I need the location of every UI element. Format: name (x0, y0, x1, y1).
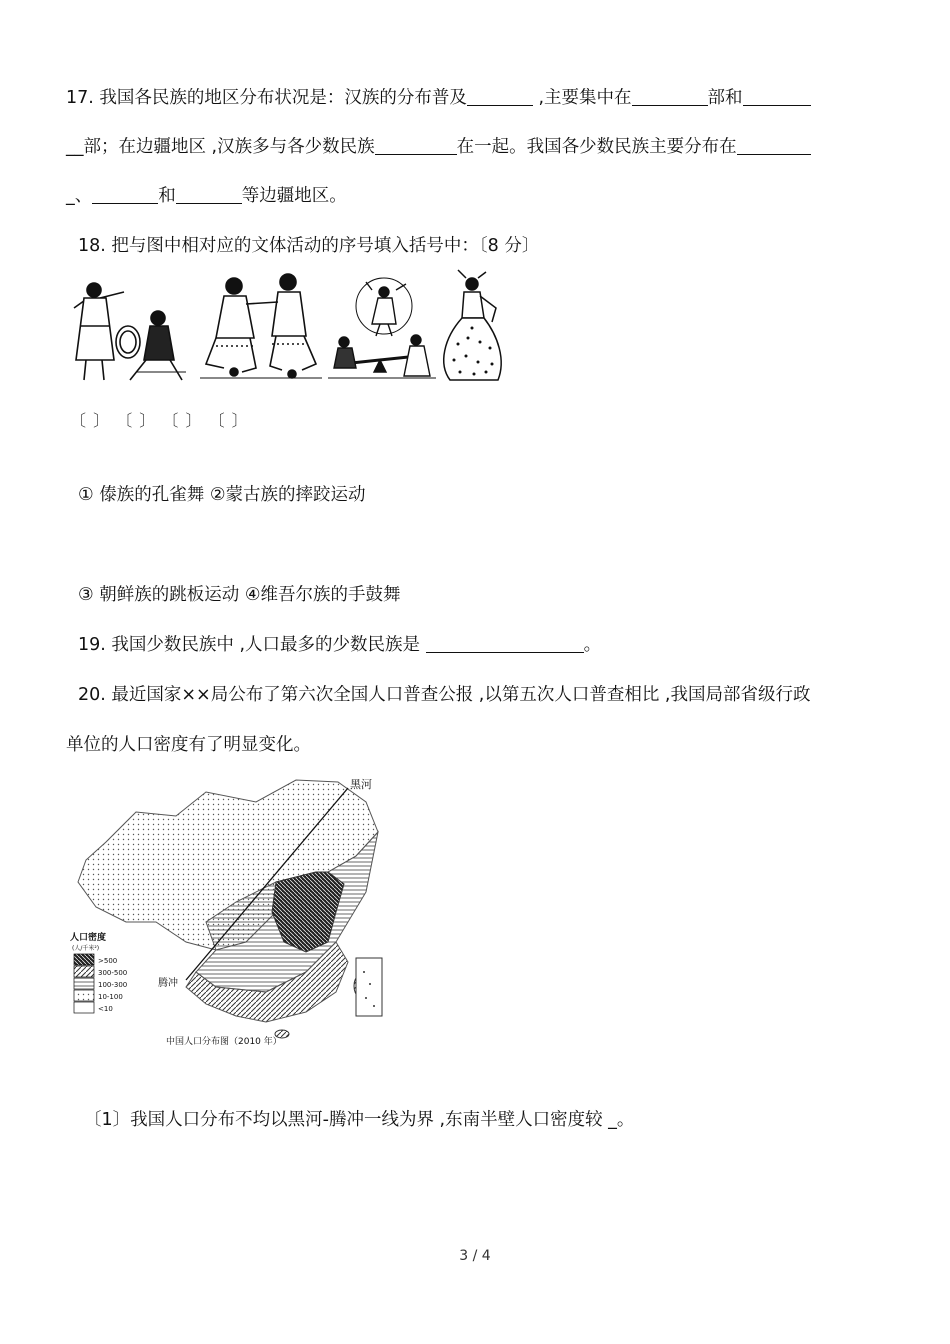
q17-text-a: 17. 我国各民族的地区分布状况是：汉族的分布普及 (66, 88, 467, 108)
q17-text-d: __部；在边疆地区 ,汉族多与各少数民族 (66, 137, 375, 157)
q17-text-e: 在一起。我国各少数民族主要分布在 (456, 137, 737, 157)
q17-blank-6 (92, 185, 158, 204)
q17-line-3 (66, 184, 347, 208)
q18-title: 18. 把与图中相对应的文体活动的序号填入括号中：〔8 分〕 (78, 236, 540, 256)
legend-unit: (人/千米²) (72, 945, 100, 952)
bracket-1[interactable]: 〔 〕 (70, 411, 111, 430)
bracket-2[interactable]: 〔 〕 (116, 411, 157, 430)
page-number: 3 / 4 (459, 1248, 491, 1264)
bracket-4[interactable]: 〔 〕 (208, 411, 249, 430)
q18-answer-brackets (70, 409, 249, 433)
q17-line-1 (66, 86, 811, 110)
q19-line (78, 633, 601, 657)
china-population-map (66, 772, 386, 1047)
q20-sub-1: 〔1〕我国人口分布不均以黑河-腾冲一线为界 ,东南半壁人口密度较 _。 (84, 1110, 635, 1130)
q17-text-h: 等边疆地区。 (241, 186, 347, 206)
q19-blank (426, 634, 584, 653)
q18-options-1: ① 傣族的孔雀舞 ②蒙古族的摔跤运动 (78, 485, 366, 505)
q17-blank-1 (467, 87, 533, 106)
bracket-3[interactable]: 〔 〕 (162, 411, 203, 430)
legend-item-5: <10 (98, 1005, 113, 1013)
hand-drum-dance-figure (74, 283, 186, 380)
q17-text-g: 和 (158, 186, 176, 206)
q17-blank-4 (375, 136, 457, 155)
q17-blank-3 (743, 87, 811, 106)
label-heihe: 黑河 (350, 778, 372, 791)
legend-item-1: >500 (98, 957, 118, 965)
seesaw-jumping-figure (328, 278, 436, 378)
map-legend (66, 928, 144, 1024)
q17-blank-7 (176, 185, 242, 204)
q17-blank-5 (737, 136, 811, 155)
legend-title: 人口密度 (70, 933, 107, 943)
q19-text-a: 19. 我国少数民族中 ,人口最多的少数民族是 (78, 635, 426, 655)
q20-line-1: 20. 最近国家××局公布了第六次全国人口普查公报 ,以第五次人口普查相比 ,我国局部省级行政 (78, 685, 811, 705)
label-tengchong: 腾冲 (158, 978, 178, 989)
legend-item-2: 300-500 (98, 969, 128, 977)
q17-text-f: _、 (66, 186, 93, 206)
legend-item-4: 10-100 (98, 993, 123, 1001)
q19-text-b: 。 (583, 635, 602, 655)
q17-blank-2 (632, 87, 708, 106)
q17-text-c: 部和 (707, 88, 743, 108)
dance-illustrations (66, 268, 506, 386)
map-caption: 中国人口分布图（2010 年） (166, 1037, 282, 1047)
q20-line-2: 单位的人口密度有了明显变化。 (66, 735, 311, 755)
map-south-sea-inset (356, 958, 382, 1016)
wrestling-figure (200, 274, 322, 378)
peacock-dance-figure (444, 270, 501, 380)
q18-options-2: ③ 朝鲜族的跳板运动 ④维吾尔族的手鼓舞 (78, 585, 401, 605)
q17-text-b: ,主要集中在 (532, 88, 632, 108)
legend-item-3: 100-300 (98, 981, 128, 989)
q17-line-2 (66, 135, 811, 159)
